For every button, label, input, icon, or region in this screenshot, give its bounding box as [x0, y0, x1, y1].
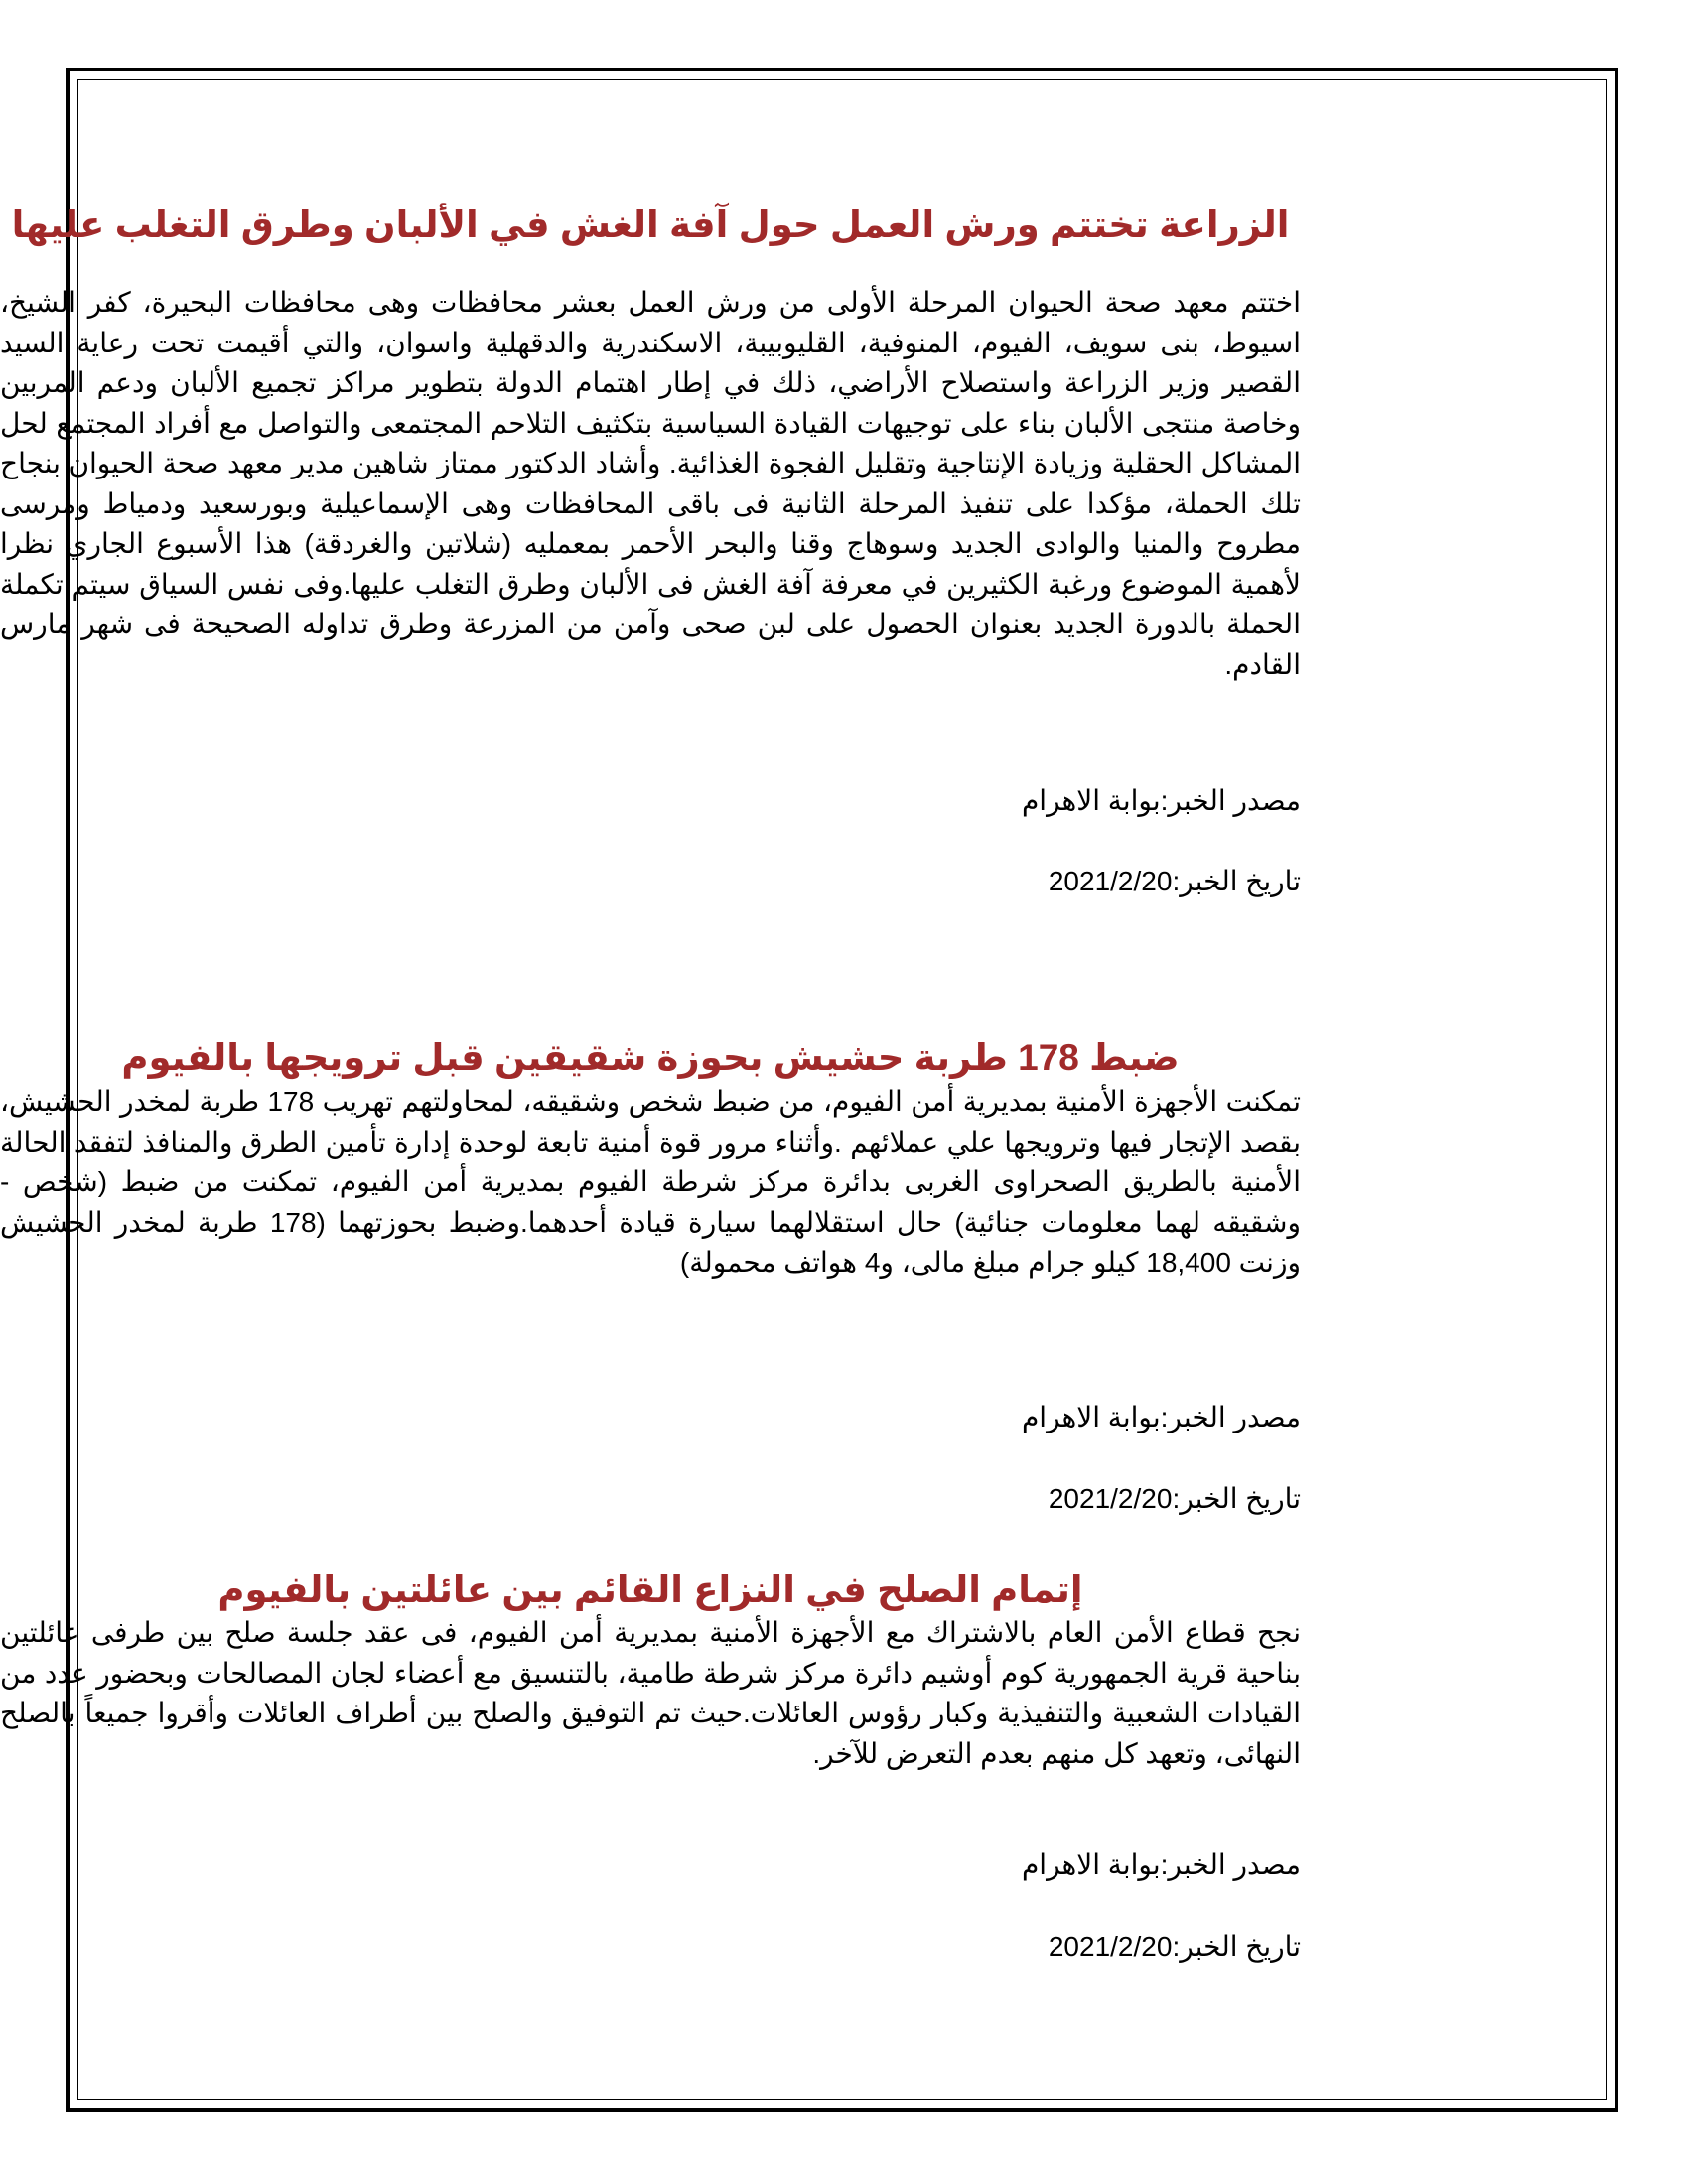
news-source: مصدر الخبر:بوابة الاهرام: [1021, 785, 1301, 816]
date-label: تاريخ الخبر:: [1172, 1483, 1301, 1514]
news-date: [0, 864, 1301, 899]
article-2-title: [0, 1036, 1301, 1080]
article-1-body: [0, 283, 1301, 685]
article-3-source: [0, 1847, 1301, 1883]
date-value: 2021/2/20: [1048, 866, 1173, 896]
news-date: [0, 1929, 1301, 1965]
article-title: إتمام الصلح في النزاع القائم بين عائلتين بالفيوم: [217, 1570, 1083, 1610]
article-1-title: [0, 204, 1301, 247]
news-source: مصدر الخبر:بوابة الاهرام: [1021, 1402, 1301, 1433]
article-2-body: [0, 1082, 1301, 1284]
article-2-date: [0, 1481, 1301, 1517]
article-2-source: [0, 1400, 1301, 1435]
date-label: تاريخ الخبر:: [1172, 866, 1301, 896]
date-label: تاريخ الخبر:: [1172, 1931, 1301, 1962]
date-value: 2021/2/20: [1048, 1931, 1173, 1962]
article-body: اختتم معهد صحة الحيوان المرحلة الأولى من ورش العمل بعشر محافظات وهى محافظات البحيرة، كفر الشيخ، اسيوط، بنى سويف، الفيوم، المنوفية، القليوبيبة، الاسكندرية والدقهلية واسوان، والتي أقيمت تحت رعاية السيد القصير وزير الزراعة واستصلاح الأراضي، ذلك في إطار اهتمام الدولة بتطوير مراكز تجميع الألبان ودعم المربين وخاصة منتجى الألبان بناء على توجيهات القيادة السياسية بتكثيف التلاحم المجتمعى والتواصل مع أفراد المجتمع لحل المشاكل الحقلية وزيادة الإنتاجية وتقليل الفجوة الغذائية. وأشاد الدكتور ممتاز شاهين مدير معهد صحة الحيوان بنجاح تلك الحملة، مؤكدا على تنفيذ المرحلة الثانية فى باقى المحافظات وهى الإسماعيلية وبورسعيد ودمياط ومرسى مطروح والمنيا والوادى الجديد وسوهاج وقنا والبحر الأحمر بمعمليه (شلاتين والغردقة) هذا الأسبوع الجاري نظرا لأهمية الموضوع ورغبة الكثيرين في معرفة آفة الغش فى الألبان وطرق التغلب عليها.وفى نفس السياق سيتم تكملة الحملة بالدورة الجديد بعنوان الحصول على لبن صحى وآمن من المزرعة وطرق تداوله الصحيحة فى شهر مارس القادم.: [0, 287, 1302, 680]
article-body: نجح قطاع الأمن العام بالاشتراك مع الأجهزة الأمنية بمديرية أمن الفيوم، فى عقد جلسة صلح بين طرفى عائلتين بناحية قرية الجمهورية كوم أوشيم دائرة مركز شرطة طامية، بالتنسيق مع أعضاء لجان المصالحات وبحضور عدد من القيادات الشعبية والتنفيذية وكبار رؤوس العائلات.حيث تم التوفيق والصلح بين أطراف العائلات وأقروا جميعاً بالصلح النهائى، وتعهد كل منهم بعدم التعرض للآخر.: [0, 1617, 1301, 1769]
article-1-source: [0, 783, 1301, 819]
article-body: تمكنت الأجهزة الأمنية بمديرية أمن الفيوم، من ضبط شخص وشقيقه، لمحاولتهم تهريب 178 طربة لمخدر الحشيش، بقصد الإتجار فيها وترويجها علي عملائهم .وأثناء مرور قوة أمنية تابعة لوحدة إدارة تأمين الطرق والمنافذ لتفقد الحالة الأمنية بالطريق الصحراوى الغربى بدائرة مركز شرطة الفيوم بمديرية أمن الفيوم، تمكنت من ضبط (شخص - وشقيقه لهما معلومات جنائية) حال استقلالهما سيارة قيادة أحدهما.وضبط بحوزتهما (178 طربة لمخدر الحشيش وزنت 18,400 كيلو جرام مبلغ مالى، و4 هواتف محمولة): [0, 1086, 1301, 1278]
article-title: الزراعة تختتم ورش العمل حول آفة الغش في الألبان وطرق التغلب عليها: [11, 205, 1290, 245]
date-value: 2021/2/20: [1048, 1483, 1173, 1514]
news-source: مصدر الخبر:بوابة الاهرام: [1021, 1849, 1301, 1880]
article-3-body: [0, 1613, 1301, 1774]
article-3-title: [0, 1569, 1301, 1612]
news-date: [0, 1481, 1301, 1517]
article-3-date: [0, 1929, 1301, 1965]
article-title: ضبط 178 طربة حشيش بحوزة شقيقين قبل ترويجها بالفيوم: [121, 1037, 1180, 1078]
article-1-date: [0, 864, 1301, 899]
